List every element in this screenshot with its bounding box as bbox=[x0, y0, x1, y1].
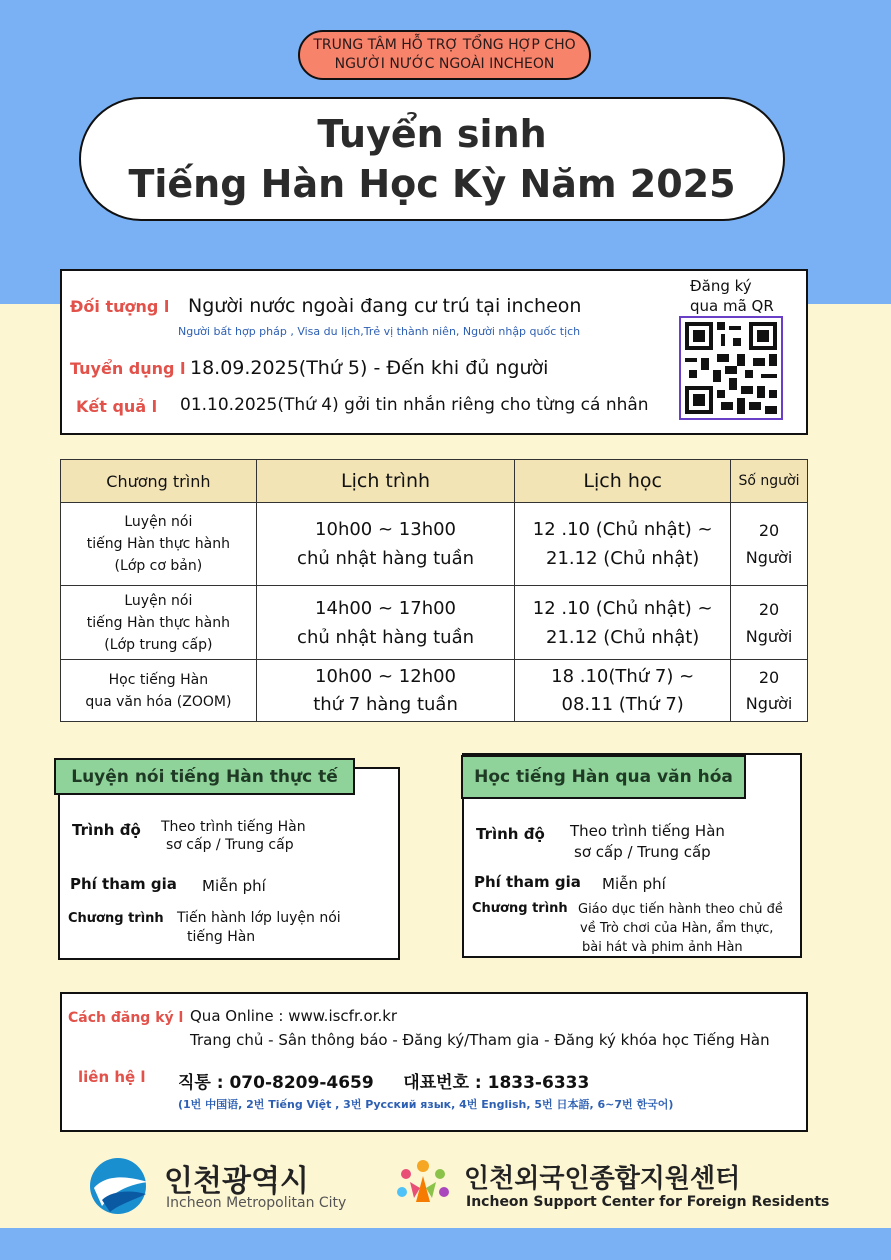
title-line-1: Tuyển sinh bbox=[317, 112, 547, 156]
contact-languages: (1번 中国语, 2번 Tiếng Việt , 3번 Русский язык, 4번 English, 5번 日本語, 6~7번 한국어) bbox=[178, 1098, 674, 1111]
count-line: Người bbox=[745, 626, 793, 646]
course-card-speaking bbox=[58, 767, 400, 960]
fee-value: Miễn phí bbox=[602, 875, 666, 893]
row-count bbox=[731, 660, 808, 722]
time-line: chủ nhật hàng tuần bbox=[297, 548, 475, 569]
program-line: Luyện nói bbox=[124, 592, 193, 609]
result-value: 01.10.2025(Thứ 4) gởi tin nhắn riêng cho từng cá nhân bbox=[180, 395, 649, 415]
date-line: 18 .10(Thứ 7) ~ bbox=[551, 665, 695, 687]
table-header-row bbox=[61, 460, 808, 503]
target-value: Người nước ngoài đang cư trú tại incheon bbox=[188, 295, 582, 317]
registration-box bbox=[60, 992, 808, 1132]
header-count: Số người bbox=[731, 460, 808, 503]
row-program bbox=[61, 660, 257, 722]
date-line: 21.12 (Chủ nhật) bbox=[546, 626, 700, 648]
count-line: 20 bbox=[758, 521, 780, 540]
date-line: 12 .10 (Chủ nhật) ~ bbox=[532, 597, 713, 619]
count-line: Người bbox=[745, 693, 793, 713]
incheon-city-logo-icon bbox=[88, 1156, 152, 1216]
method-label: Cách đăng ký l bbox=[68, 1010, 184, 1026]
row-dates bbox=[515, 660, 731, 722]
date-line: 21.12 (Chủ nhật) bbox=[546, 548, 700, 569]
program-line: qua văn hóa (ZOOM) bbox=[85, 693, 232, 710]
program-line-1: Giáo dục tiến hành theo chủ đề bbox=[578, 902, 783, 917]
header-dates: Lịch học bbox=[515, 460, 731, 503]
qr-code-icon bbox=[681, 318, 781, 418]
method-line-2: Trang chủ - Sân thông báo - Đăng ký/Tham gia - Đăng ký khóa học Tiếng Hàn bbox=[190, 1031, 770, 1049]
schedule-table bbox=[60, 459, 808, 722]
recruit-label: Tuyển dụng l bbox=[70, 359, 186, 378]
center-name-en: Incheon Support Center for Foreign Residents bbox=[466, 1194, 830, 1210]
time-line: thứ 7 hàng tuần bbox=[313, 693, 458, 715]
org-line-1: TRUNG TÂM HỖ TRỢ TỔNG HỢP CHO bbox=[313, 37, 576, 53]
program-label: Chương trình bbox=[472, 901, 568, 916]
title-line-2: Tiếng Hàn Học Kỳ Năm 2025 bbox=[128, 162, 736, 206]
program-line: tiếng Hàn thực hành bbox=[86, 614, 230, 631]
center-name-ko: 인천외국인종합지원센터 bbox=[464, 1164, 741, 1194]
table-row bbox=[61, 586, 808, 660]
row-time bbox=[256, 586, 515, 660]
program-line: tiếng Hàn thực hành bbox=[86, 536, 230, 552]
contact-phone: 직통 : 070-8209-4659 대표번호 : 1833-6333 bbox=[178, 1073, 590, 1093]
level-line-1: Theo trình tiếng Hàn bbox=[161, 819, 306, 835]
row-count bbox=[731, 586, 808, 660]
program-line-1: Tiến hành lớp luyện nói bbox=[177, 910, 341, 926]
method-line-1[interactable]: Qua Online : www.iscfr.or.kr bbox=[190, 1007, 398, 1025]
program-line: Học tiếng Hàn bbox=[108, 671, 209, 688]
date-line: 08.11 (Thứ 7) bbox=[561, 693, 684, 715]
level-label: Trình độ bbox=[476, 825, 545, 843]
count-line: 20 bbox=[758, 667, 780, 687]
course-tag-culture: Học tiếng Hàn qua văn hóa bbox=[461, 755, 746, 799]
qr-caption-2: qua mã QR bbox=[690, 297, 774, 315]
fee-label: Phí tham gia bbox=[70, 875, 177, 893]
recruit-value: 18.09.2025(Thứ 5) - Đến khi đủ người bbox=[190, 357, 549, 379]
contact-label: liên hệ l bbox=[78, 1068, 146, 1086]
count-line: 20 bbox=[758, 599, 780, 619]
program-line: (Lớp cơ bản) bbox=[114, 558, 203, 574]
qr-caption-1: Đăng ký bbox=[690, 277, 752, 295]
support-center-logo-icon bbox=[394, 1158, 452, 1208]
date-line: 12 .10 (Chủ nhật) ~ bbox=[532, 519, 713, 540]
row-program bbox=[61, 586, 257, 660]
support-center-logo bbox=[394, 1158, 452, 1208]
level-label: Trình độ bbox=[72, 821, 141, 839]
header-program: Chương trình bbox=[61, 460, 257, 503]
incheon-city-logo bbox=[88, 1156, 152, 1216]
level-line-1: Theo trình tiếng Hàn bbox=[570, 822, 725, 840]
time-line: 14h00 ~ 17h00 bbox=[315, 597, 457, 619]
target-label: Đối tượng l bbox=[70, 297, 170, 316]
city-name-en: Incheon Metropolitan City bbox=[166, 1195, 347, 1211]
row-program bbox=[61, 503, 257, 586]
program-line-2: tiếng Hàn bbox=[187, 929, 256, 945]
row-dates bbox=[515, 503, 731, 586]
time-line: chủ nhật hàng tuần bbox=[297, 626, 475, 648]
program-label: Chương trình bbox=[68, 911, 164, 926]
level-line-2: sơ cấp / Trung cấp bbox=[166, 837, 294, 853]
course-tag-speaking: Luyện nói tiếng Hàn thực tế bbox=[54, 758, 355, 795]
fee-label: Phí tham gia bbox=[474, 873, 581, 891]
row-count bbox=[731, 503, 808, 586]
time-line: 10h00 ~ 12h00 bbox=[315, 665, 457, 687]
time-line: 10h00 ~ 13h00 bbox=[315, 519, 457, 540]
org-line-2: NGƯỜI NƯỚC NGOÀI INCHEON bbox=[334, 56, 555, 72]
program-line-3: bài hát và phim ảnh Hàn bbox=[582, 940, 743, 955]
target-note: Người bất hợp pháp , Visa du lịch,Trẻ vị thành niên, Người nhập quốc tịch bbox=[178, 325, 581, 338]
program-line-2: về Trò chơi của Hàn, ẩm thực, bbox=[580, 921, 774, 936]
table-row bbox=[61, 503, 808, 586]
background-bottom bbox=[0, 1228, 891, 1260]
result-label: Kết quả l bbox=[76, 397, 158, 416]
organization-badge bbox=[298, 30, 591, 80]
row-dates bbox=[515, 586, 731, 660]
city-name-ko: 인천광역시 bbox=[164, 1164, 309, 1199]
row-time bbox=[256, 660, 515, 722]
header-schedule: Lịch trình bbox=[256, 460, 515, 503]
table-row bbox=[61, 660, 808, 722]
qr-code[interactable] bbox=[679, 316, 783, 420]
page-title bbox=[79, 97, 785, 221]
count-line: Người bbox=[745, 548, 793, 567]
program-line: (Lớp trung cấp) bbox=[104, 636, 213, 653]
fee-value: Miễn phí bbox=[202, 877, 266, 895]
program-line: Luyện nói bbox=[124, 514, 193, 530]
row-time bbox=[256, 503, 515, 586]
level-line-2: sơ cấp / Trung cấp bbox=[574, 843, 711, 861]
